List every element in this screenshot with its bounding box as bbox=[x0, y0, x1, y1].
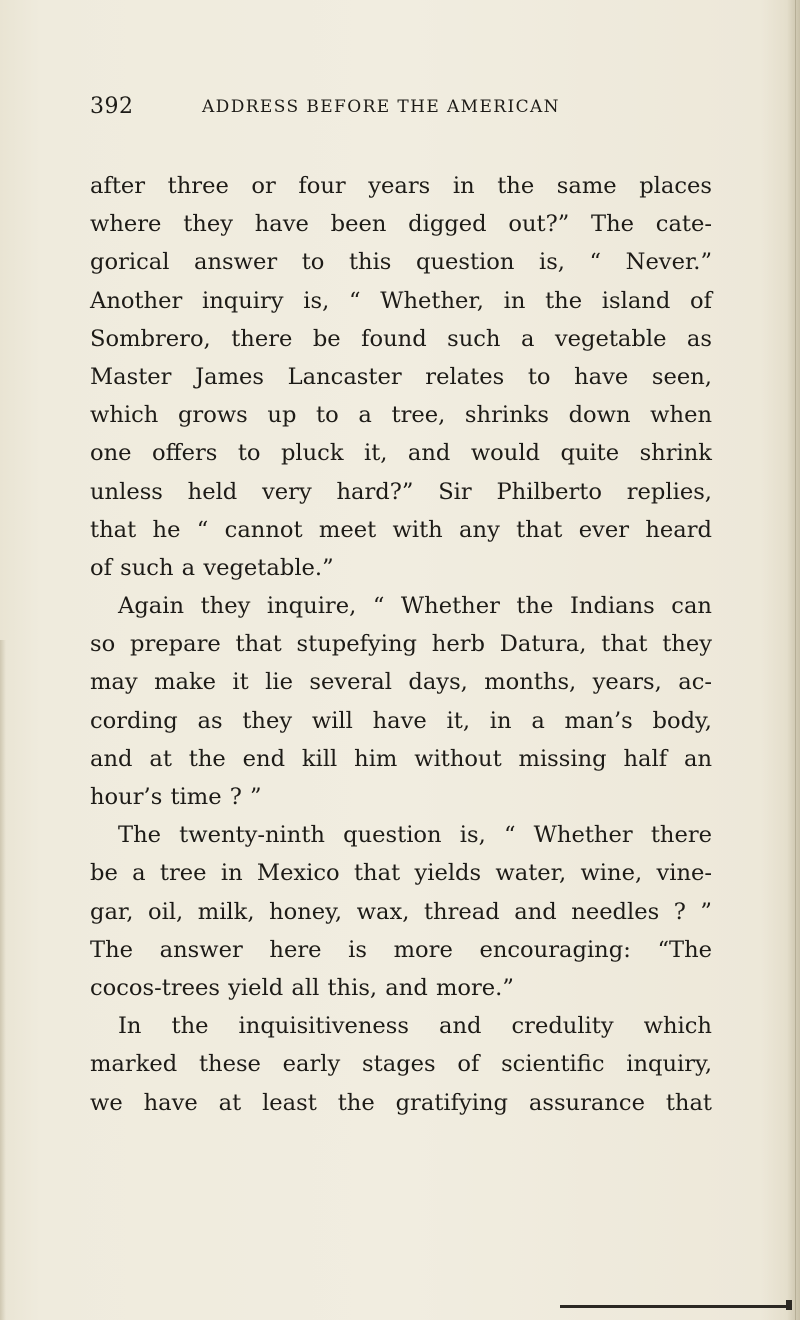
text-line: The answer here is more encouraging: “The bbox=[90, 936, 712, 963]
text-line: marked these early stages of scientific inquiry, bbox=[90, 1051, 712, 1078]
page-gutter-shadow bbox=[0, 640, 6, 1320]
text-line: Master James Lancaster relates to have seen, bbox=[90, 363, 712, 390]
text-line: Sombrero, there be found such a vegetable as bbox=[90, 325, 712, 352]
text-line: unless held very hard?” Sir Philberto replies, bbox=[90, 478, 712, 505]
text-line: Another inquiry is, “ Whether, in the island of bbox=[90, 287, 712, 314]
text-line: of such a vegetable.” bbox=[90, 554, 334, 581]
page-edge-line bbox=[795, 0, 796, 1320]
body-text bbox=[90, 167, 712, 1122]
page-number: 392 bbox=[90, 94, 134, 119]
text-line: gar, oil, milk, honey, wax, thread and needles ? ” bbox=[90, 898, 712, 925]
text-line: The twenty-ninth question is, “ Whether there bbox=[118, 822, 712, 849]
text-line: which grows up to a tree, shrinks down when bbox=[90, 402, 712, 429]
text-line: may make it lie several days, months, years, ac- bbox=[90, 669, 712, 696]
text-line: where they have been digged out?” The cate- bbox=[90, 211, 712, 238]
text-line: one offers to pluck it, and would quite shrink bbox=[90, 440, 712, 467]
text-line: In the inquisitiveness and credulity which bbox=[118, 1013, 712, 1040]
running-head: ADDRESS BEFORE THE AMERICAN bbox=[202, 97, 560, 117]
text-line: gorical answer to this question is, “ Never.” bbox=[90, 249, 712, 276]
text-line: and at the end kill him without missing half an bbox=[90, 745, 712, 772]
page-header bbox=[90, 94, 710, 126]
text-line: be a tree in Mexico that yields water, wine, vine- bbox=[90, 860, 712, 887]
page-edge-shadow bbox=[787, 0, 800, 1320]
text-line: so prepare that stupefying herb Datura, that they bbox=[90, 631, 712, 658]
bottom-edge-rule bbox=[560, 1305, 790, 1308]
bottom-edge-mark bbox=[786, 1300, 792, 1310]
text-line: cocos-trees yield all this, and more.” bbox=[90, 974, 514, 1001]
text-line: after three or four years in the same places bbox=[90, 173, 712, 199]
text-line: we have at least the gratifying assurance that bbox=[90, 1089, 712, 1116]
text-line: that he “ cannot meet with any that ever heard bbox=[90, 516, 712, 543]
text-line: cording as they will have it, in a man’s body, bbox=[90, 707, 712, 734]
text-line: hour’s time ? ” bbox=[90, 784, 262, 810]
text-line: Again they inquire, “ Whether the Indians can bbox=[118, 593, 712, 620]
